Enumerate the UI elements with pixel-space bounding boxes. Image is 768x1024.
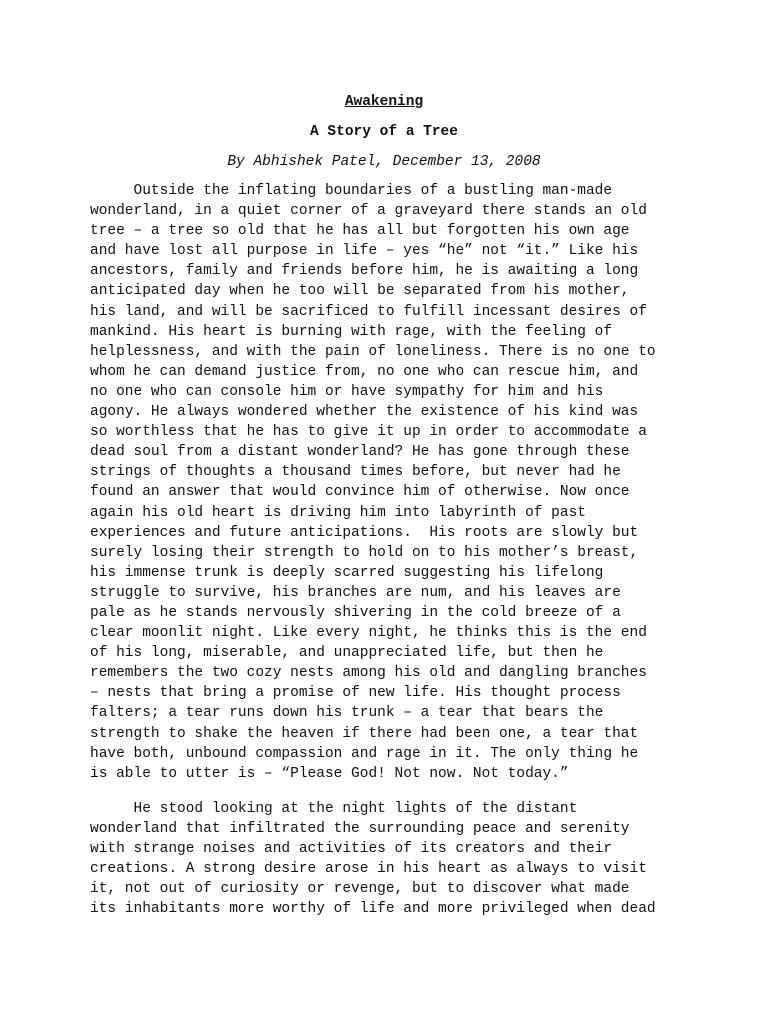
text-line: and have lost all purpose in life – yes “he” not “it.” Like his <box>90 243 639 260</box>
text-line: ancestors, family and friends before him, he is awaiting a long <box>90 263 639 280</box>
text-line: his immense trunk is deeply scarred suggesting his lifelong <box>90 564 604 581</box>
paragraph-1 <box>90 181 690 784</box>
text-line: no one who can console him or have sympathy for him and his <box>90 383 604 400</box>
text-line: it, not out of curiosity or revenge, but to discover what made <box>90 881 630 898</box>
document-subtitle: A Story of a Tree <box>310 124 458 140</box>
text-line: whom he can demand justice from, no one who can rescue him, and <box>90 363 639 380</box>
text-line: have both, unbound compassion and rage in it. The only thing he <box>90 745 639 762</box>
text-line: its inhabitants more worthy of life and more privileged when dead <box>90 901 656 918</box>
text-line: again his old heart is driving him into labyrinth of past <box>90 504 586 521</box>
text-line: helplessness, and with the pain of loneliness. There is no one to <box>90 343 656 360</box>
text-line: wonderland that infiltrated the surrounding peace and serenity <box>90 821 630 838</box>
text-line: so worthless that he has to give it up in order to accommodate a <box>90 424 647 441</box>
text-line: pale as he stands nervously shivering in the cold breeze of a <box>90 604 621 621</box>
text-line: agony. He always wondered whether the existence of his kind was <box>90 404 639 421</box>
document-byline: By Abhishek Patel, December 13, 2008 <box>227 154 541 170</box>
text-line: is able to utter is – “Please God! Not now. Not today.” <box>90 765 569 782</box>
text-line: his land, and will be sacrificed to fulfill incessant desires of <box>90 303 647 320</box>
text-line: creations. A strong desire arose in his heart as always to visit <box>90 861 647 878</box>
text-line: with strange noises and activities of its creators and their <box>90 841 613 858</box>
text-line: experiences and future anticipations. His roots are slowly but <box>90 524 639 541</box>
text-line: surely losing their strength to hold on to his mother’s breast, <box>90 544 639 561</box>
text-line: wonderland, in a quiet corner of a graveyard there stands an old <box>90 203 647 220</box>
text-line: struggle to survive, his branches are num, and his leaves are <box>90 584 621 601</box>
document-title: Awakening <box>344 94 424 110</box>
text-line: of his long, miserable, and unappreciated life, but then he <box>90 645 604 662</box>
text-line: Outside the inflating boundaries of a bustling man-made <box>90 183 613 199</box>
text-line: strength to shake the heaven if there had been one, a tear that <box>90 725 639 742</box>
text-line: anticipated day when he too will be separated from his mother, <box>90 283 630 300</box>
paragraph-2 <box>90 799 690 920</box>
text-line: remembers the two cozy nests among his old and dangling branches <box>90 665 647 682</box>
text-line: clear moonlit night. Like every night, he thinks this is the end <box>90 625 647 642</box>
text-line: mankind. His heart is burning with rage, with the feeling of <box>90 323 613 340</box>
text-line: found an answer that would convince him of otherwise. Now once <box>90 484 630 501</box>
text-line: He stood looking at the night lights of the distant <box>90 801 578 817</box>
text-line: strings of thoughts a thousand times before, but never had he <box>90 464 621 481</box>
text-line: falters; a tear runs down his trunk – a tear that bears the <box>90 705 604 722</box>
text-line: – nests that bring a promise of new life. His thought process <box>90 685 621 702</box>
text-line: tree – a tree so old that he has all but forgotten his own age <box>90 223 630 240</box>
text-line: dead soul from a distant wonderland? He has gone through these <box>90 444 630 461</box>
